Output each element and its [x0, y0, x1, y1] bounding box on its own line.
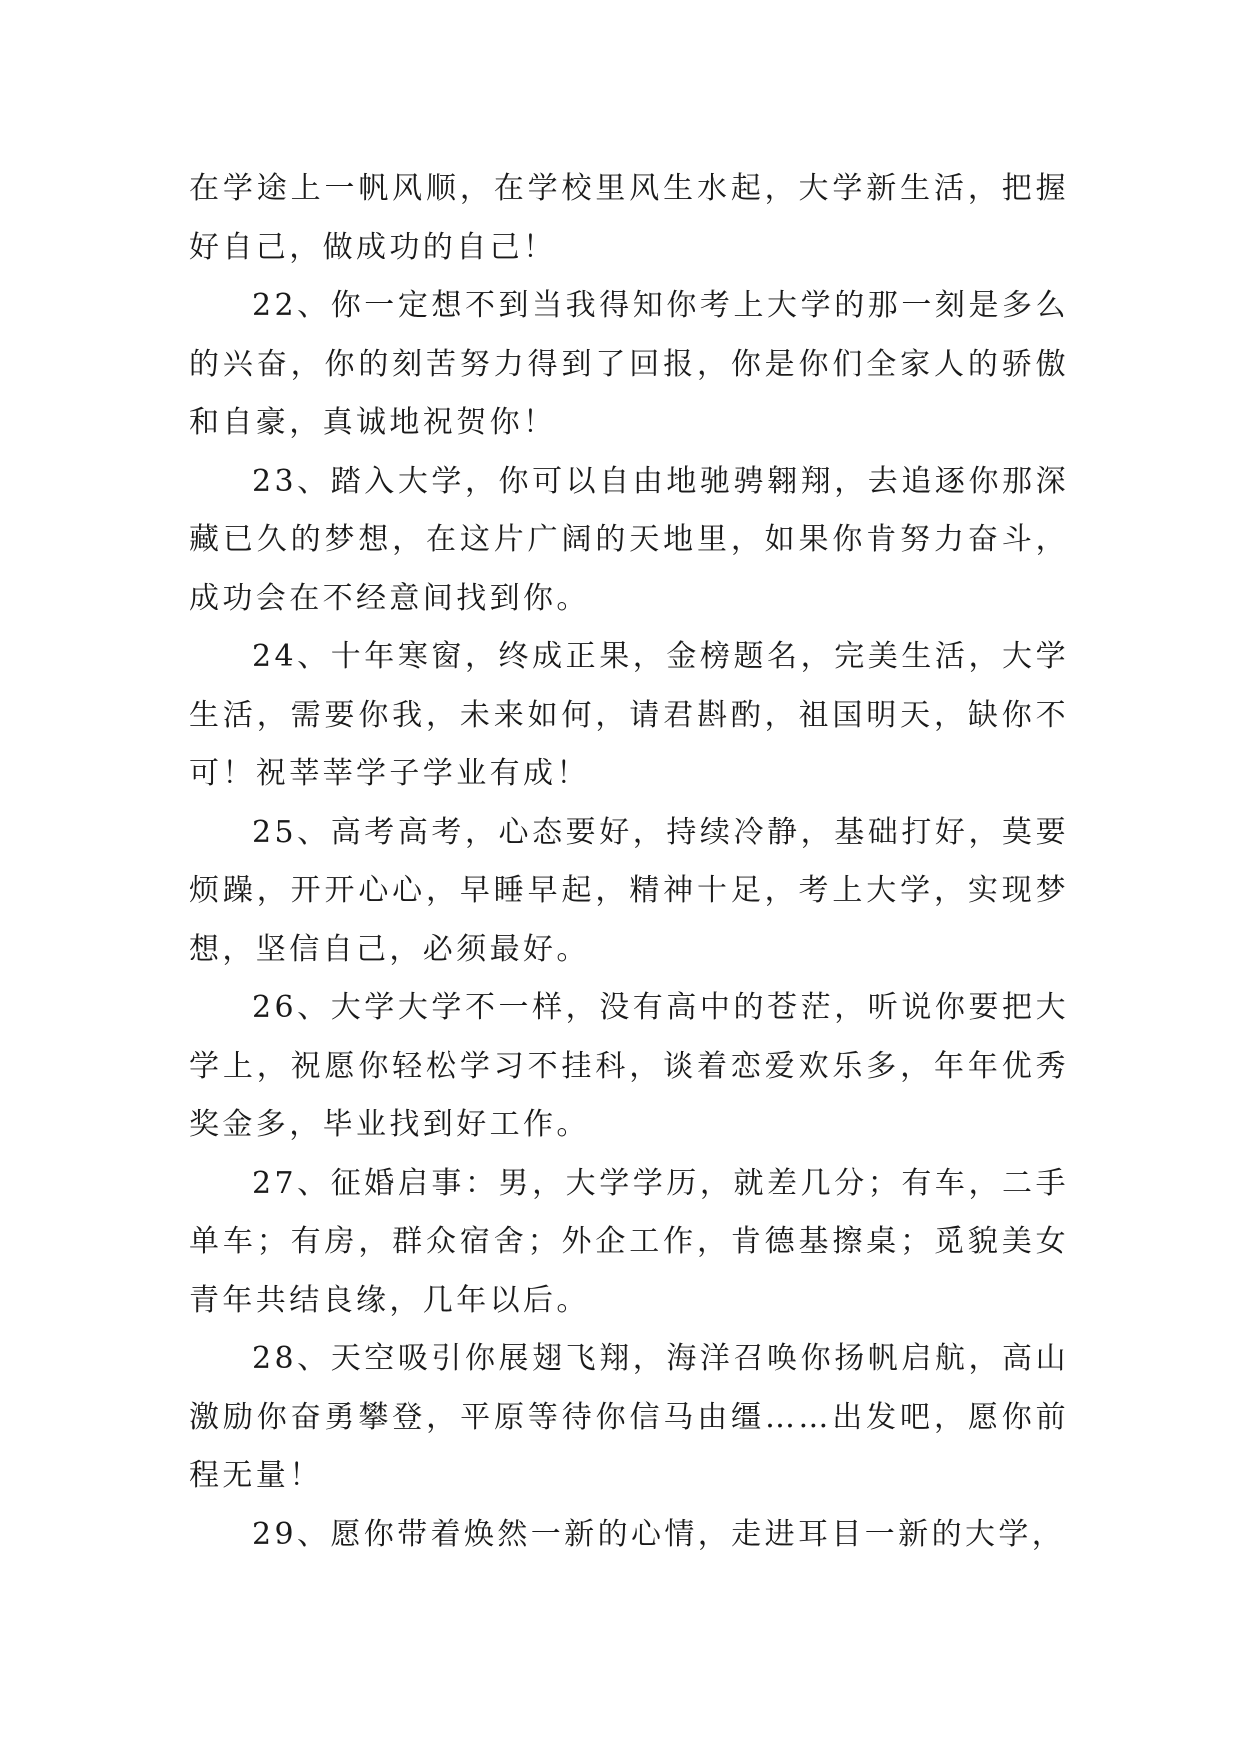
paragraph-29: 29、愿你带着焕然一新的心情，走进耳目一新的大学，: [252, 1516, 1066, 1552]
paragraph-28: 28、天空吸引你展翅飞翔，海洋召唤你扬帆启航，高山激励你奋勇攀登，平原等待你信马由缰……出发吧，愿你前程无量！: [189, 1341, 1069, 1493]
paragraph-24: 24、十年寒窗，终成正果，金榜题名，完美生活，大学生活，需要你我，未来如何，请君斟酌，祖国明天，缺你不可！祝莘莘学子学业有成！: [189, 639, 1069, 791]
paragraph-26: 26、大学大学不一样，没有高中的苍茫，听说你要把大学上，祝愿你轻松学习不挂科，谈着恋爱欢乐多，年年优秀奖金多，毕业找到好工作。: [189, 990, 1069, 1142]
paragraph-25: 25、高考高考，心态要好，持续冷静，基础打好，莫要烦躁，开开心心，早睡早起，精神十足，考上大学，实现梦想，坚信自己，必须最好。: [189, 814, 1069, 967]
paragraph-23: 23、踏入大学，你可以自由地驰骋翱翔，去追逐你那深藏已久的梦想，在这片广阔的天地里，如果你肯努力奋斗，成功会在不经意间找到你。: [189, 463, 1069, 616]
paragraph-continuation: 在学途上一帆风顺，在学校里风生水起，大学新生活，把握好自己，做成功的自己！: [189, 171, 1069, 265]
paragraph-22: 22、你一定想不到当我得知你考上大学的那一刻是多么的兴奋，你的刻苦努力得到了回报，你是你们全家人的骄傲和自豪，真诚地祝贺你！: [189, 288, 1069, 440]
document-body: [189, 160, 1069, 1564]
paragraph-27: 27、征婚启事：男，大学学历，就差几分；有车，二手单车；有房，群众宿舍；外企工作，肯德基擦桌；觅貌美女青年共结良缘，几年以后。: [189, 1165, 1069, 1318]
